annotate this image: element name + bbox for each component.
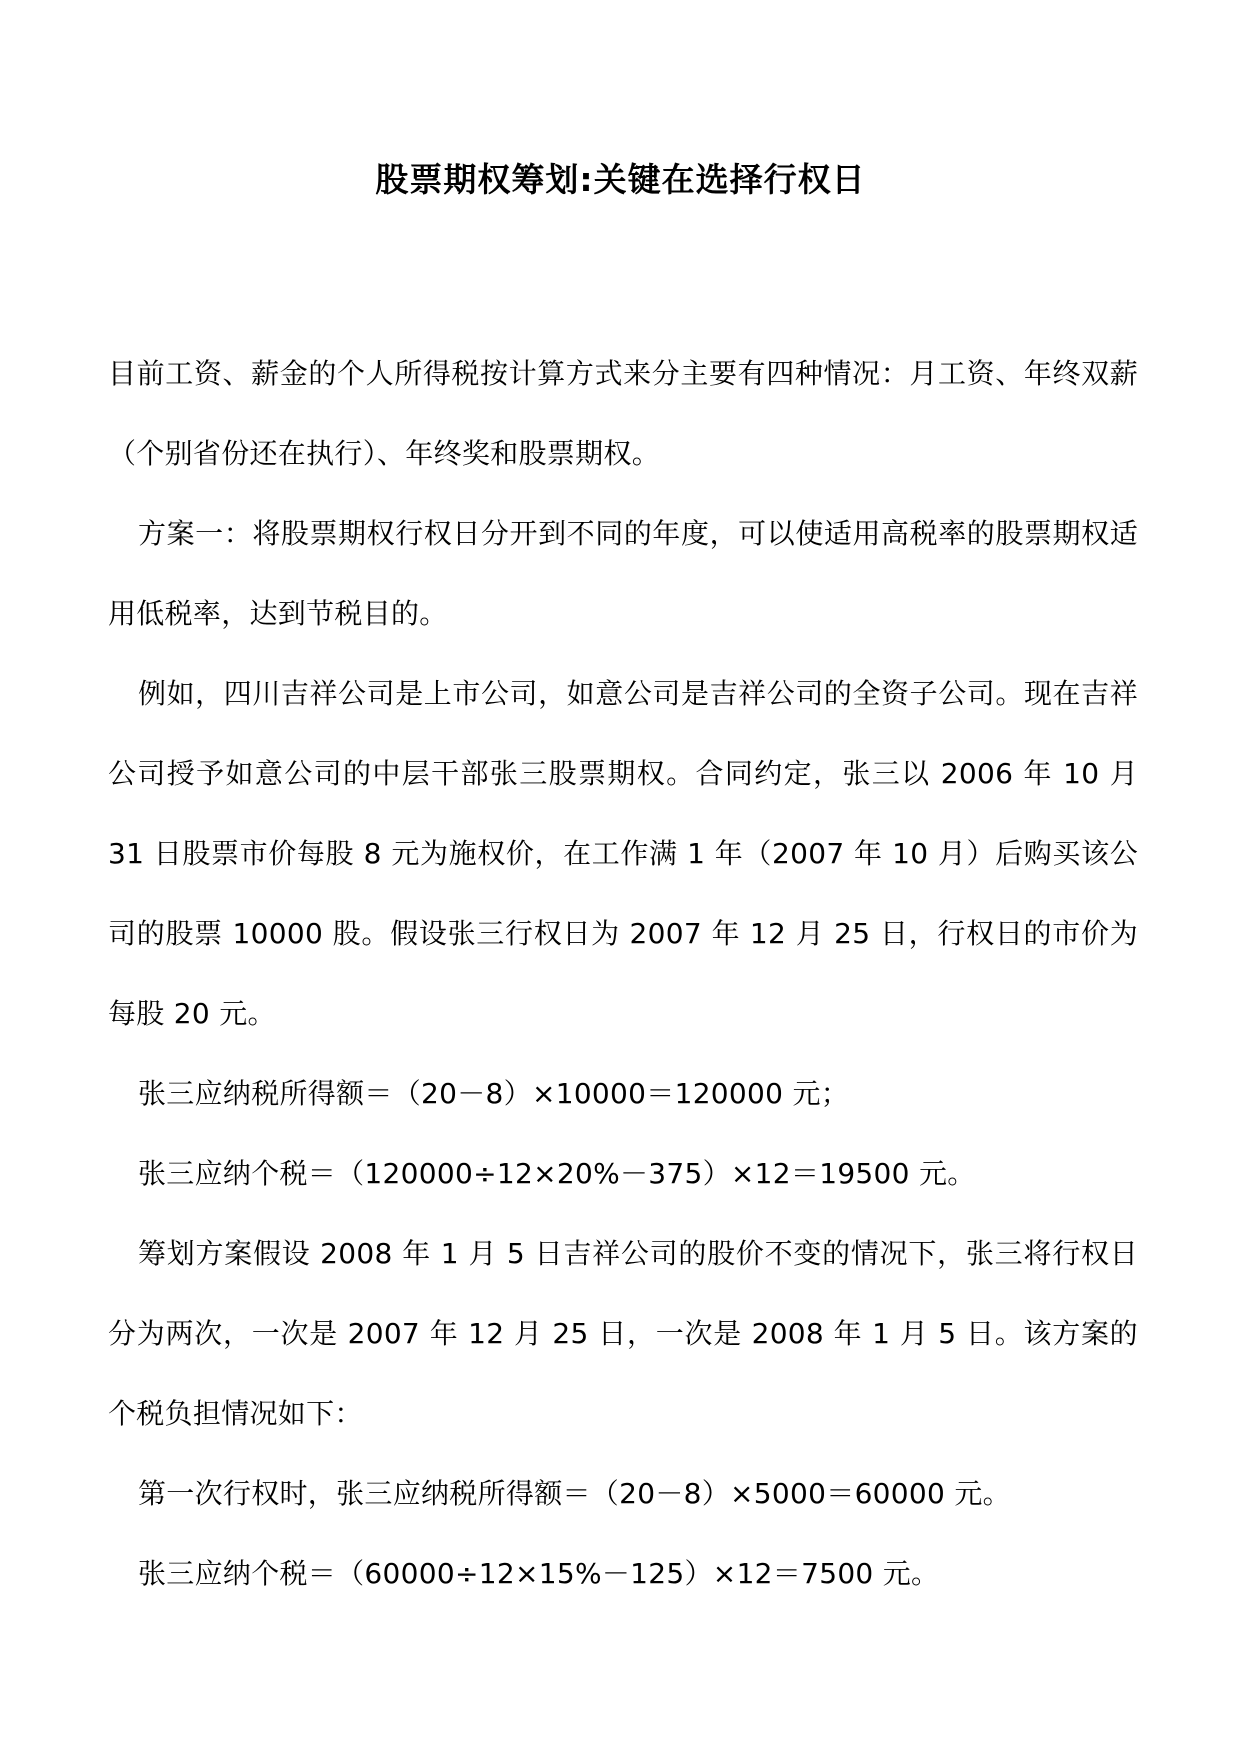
document-body — [108, 334, 1138, 1614]
paragraph-tax-due: 张三应纳个税＝（120000÷12×20%－375）×12＝19500 元。 — [138, 1157, 976, 1190]
paragraph-intro: 目前工资、薪金的个人所得税按计算方式来分主要有四种情况：月工资、年终双薪（个别省份还在执行）、年终奖和股票期权。 — [108, 357, 1138, 470]
paragraph-taxable-income: 张三应纳税所得额＝（20－8）×10000＝120000 元； — [138, 1077, 850, 1110]
paragraph-plan-assumption: 筹划方案假设 2008 年 1 月 5 日吉祥公司的股价不变的情况下，张三将行权日分为两次，一次是 2007 年 12 月 25 日，一次是 2008 年 1 月 5 日。该方案的个税负担情况如下： — [108, 1237, 1138, 1430]
paragraph-plan-one: 方案一：将股票期权行权日分开到不同的年度，可以使适用高税率的股票期权适用低税率，达到节税目的。 — [108, 517, 1138, 630]
paragraph-example: 例如，四川吉祥公司是上市公司，如意公司是吉祥公司的全资子公司。现在吉祥公司授予如意公司的中层干部张三股票期权。合同约定，张三以 2006 年 10 月 31 日股票市价每股 8 元为施权价，在工作满 1 年（2007 年 10 月）后购买该公司的股票 10000 股。假设张三行权日为 2007 年 12 月 25 日，行权日的市价为每股 20 元。 — [108, 677, 1138, 1030]
paragraph-first-exercise-tax: 张三应纳个税＝（60000÷12×15%－125）×12＝7500 元。 — [138, 1557, 940, 1590]
document-title: 股票期权筹划:关键在选择行权日 — [375, 160, 866, 199]
paragraph-first-exercise-income: 第一次行权时，张三应纳税所得额＝（20－8）×5000＝60000 元。 — [138, 1477, 1011, 1510]
